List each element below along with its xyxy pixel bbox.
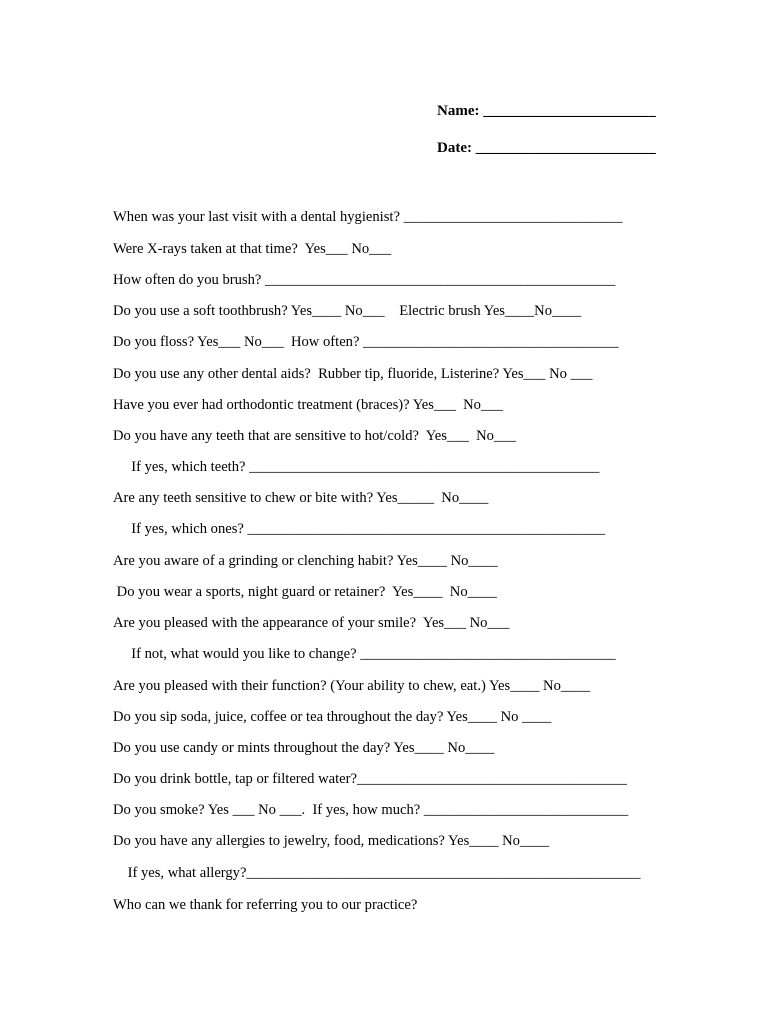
question-function[interactable]: Are you pleased with their function? (Your ability to chew, eat.) Yes____ No____ (113, 678, 591, 694)
question-sensitive-hot-cold[interactable]: Do you have any teeth that are sensitive to hot/cold? Yes___ No___ (113, 428, 516, 444)
question-which-allergy[interactable]: If yes, what allergy?______________________________________________________ (113, 865, 641, 881)
question-other-dental-aids[interactable]: Do you use any other dental aids? Rubber tip, fluoride, Listerine? Yes___ No ___ (113, 366, 593, 382)
question-orthodontic-treatment[interactable]: Have you ever had orthodontic treatment (braces)? Yes___ No___ (113, 397, 503, 413)
question-toothbrush-type[interactable]: Do you use a soft toothbrush? Yes____ No___ Electric brush Yes____No____ (113, 303, 582, 319)
date-field[interactable]: Date: ________________________ (437, 140, 656, 156)
question-which-teeth[interactable]: If yes, which teeth? ________________________________________________ (113, 459, 600, 475)
question-water-type[interactable]: Do you drink bottle, tap or filtered water?_____________________________________ (113, 771, 627, 787)
name-field[interactable]: Name: _______________________ (437, 103, 656, 119)
question-sip-drinks[interactable]: Do you sip soda, juice, coffee or tea throughout the day? Yes____ No ____ (113, 709, 552, 725)
question-smile-appearance[interactable]: Are you pleased with the appearance of your smile? Yes___ No___ (113, 615, 510, 631)
question-change-wish[interactable]: If not, what would you like to change? ___________________________________ (113, 646, 616, 662)
question-brush-frequency[interactable]: How often do you brush? ________________________________________________ (113, 272, 616, 288)
question-candy-mints[interactable]: Do you use candy or mints throughout the day? Yes____ No____ (113, 740, 495, 756)
question-sensitive-chew-bite[interactable]: Are any teeth sensitive to chew or bite with? Yes_____ No____ (113, 490, 489, 506)
question-last-hygienist-visit[interactable]: When was your last visit with a dental hygienist? ______________________________ (113, 209, 623, 225)
question-referral[interactable]: Who can we thank for referring you to our practice? (113, 897, 418, 913)
question-grinding-habit[interactable]: Are you aware of a grinding or clenching habit? Yes____ No____ (113, 553, 498, 569)
question-night-guard[interactable]: Do you wear a sports, night guard or retainer? Yes____ No____ (113, 584, 497, 600)
question-floss[interactable]: Do you floss? Yes___ No___ How often? ___________________________________ (113, 334, 619, 350)
question-xrays-taken[interactable]: Were X-rays taken at that time? Yes___ No___ (113, 241, 392, 257)
question-allergies[interactable]: Do you have any allergies to jewelry, food, medications? Yes____ No____ (113, 833, 550, 849)
question-which-ones[interactable]: If yes, which ones? _________________________________________________ (113, 521, 606, 537)
question-smoke[interactable]: Do you smoke? Yes ___ No ___. If yes, how much? ____________________________ (113, 802, 629, 818)
